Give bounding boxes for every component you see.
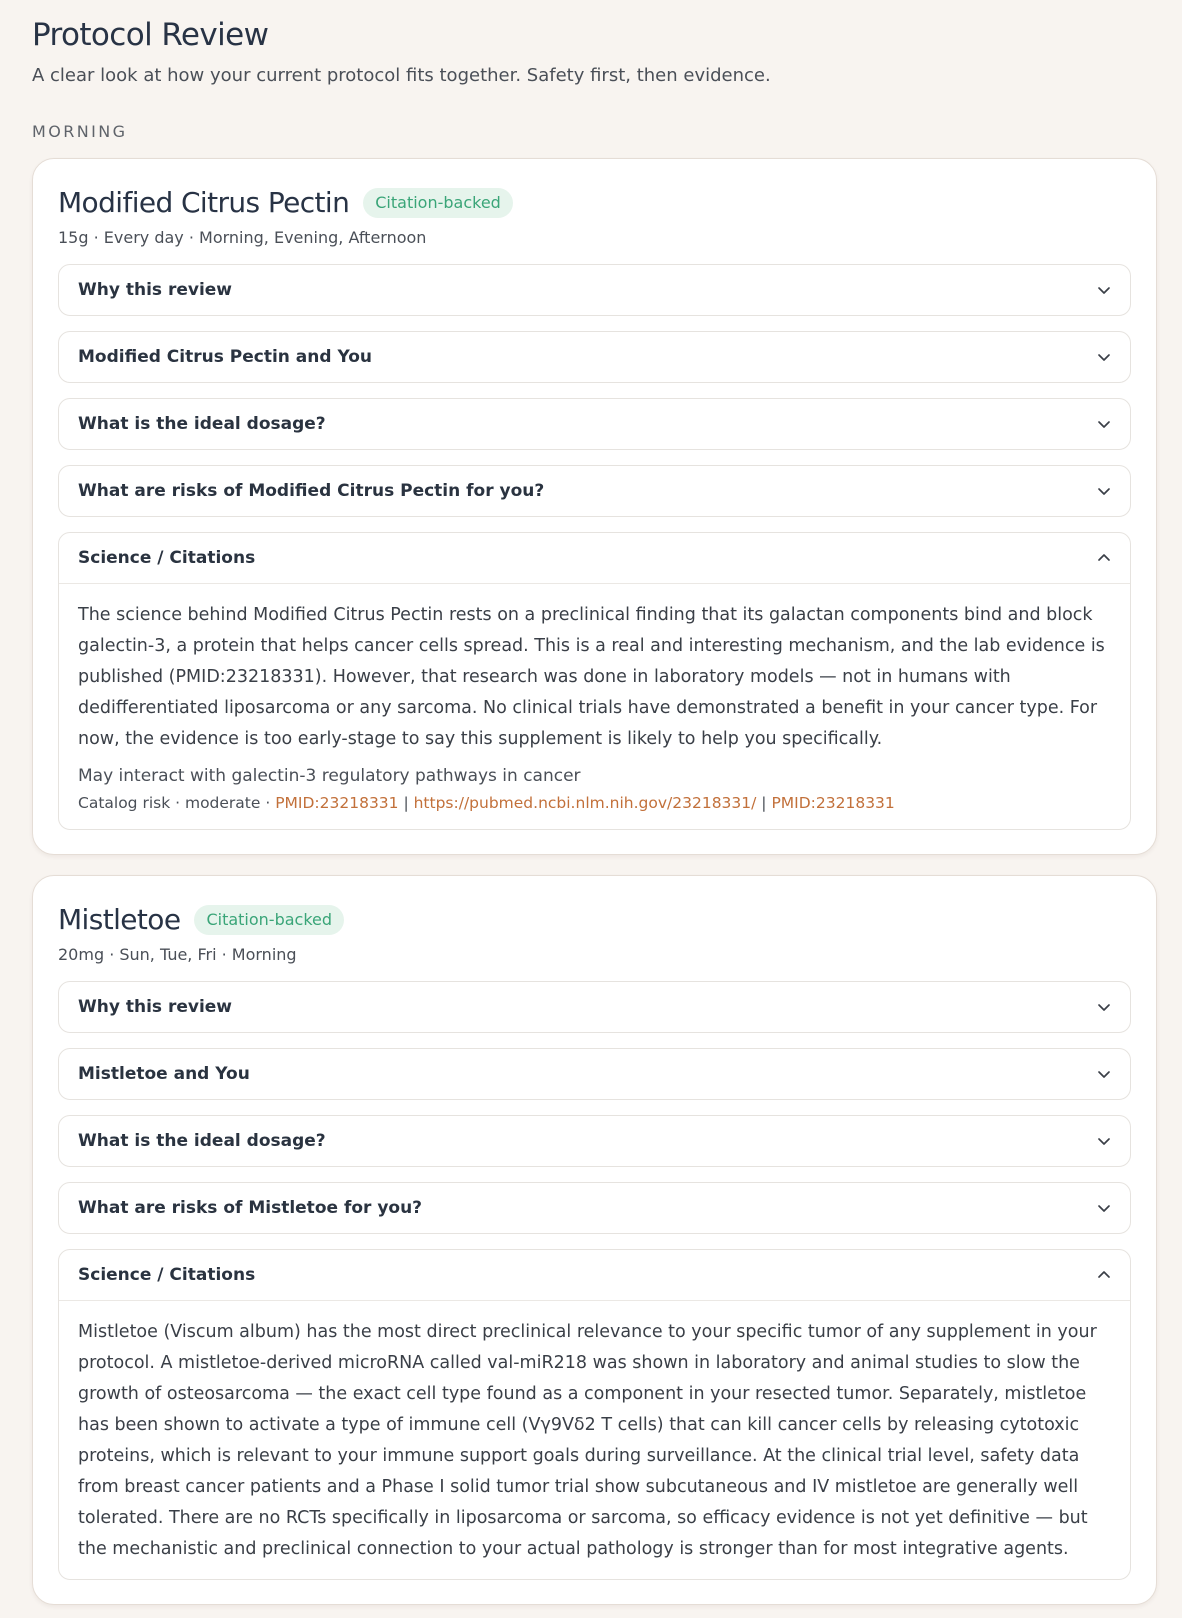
- chevron-down-icon: [1096, 1200, 1112, 1216]
- science-summary: Mistletoe (Viscum album) has the most direct preclinical relevance to your specific tumor of any supplement in your protocol. A mistletoe-derived microRNA called val-miR218 was shown in laboratory and animal studies to slow the growth of osteosarcoma — the exact cell type found as a component in your resected tumor. Separately, mistletoe has been shown to activate a type of immune cell (Vγ9Vδ2 T cells) that can kill cancer cells by releasing cytotoxic proteins, which is relevant to your immune support goals during surveillance. At the clinical trial level, safety data from breast cancer patients and a Phase I solid tumor trial show subcutaneous and IV mistletoe are generally well tolerated. There are no RCTs specifically in liposarcoma or sarcoma, so efficacy evidence is not yet definitive — but the mechanistic and preclinical connection to your actual pathology is stronger than for most integrative agents.: [78, 1322, 1097, 1559]
- citation-badge: Citation-backed: [363, 188, 513, 218]
- accordion-toggle[interactable]: [59, 1250, 1130, 1300]
- accordion-supplement-and-you: [58, 331, 1131, 383]
- accordion-label: Modified Citrus Pectin and You: [78, 347, 372, 367]
- supplement-name: Mistletoe: [58, 903, 181, 936]
- chevron-down-icon: [1096, 1133, 1112, 1149]
- accordion-toggle[interactable]: [59, 265, 1130, 315]
- accordion-toggle[interactable]: [59, 1116, 1130, 1166]
- interaction-note: May interact with galectin-3 regulatory pathways in cancer: [78, 766, 581, 786]
- accordion-label: What are risks of Modified Citrus Pectin for you?: [78, 481, 545, 501]
- card-header: [58, 185, 1131, 221]
- chevron-down-icon: [1096, 282, 1112, 298]
- chevron-up-icon: [1096, 550, 1112, 566]
- accordion-toggle[interactable]: [59, 982, 1130, 1032]
- page-subtitle: A clear look at how your current protocol fits together. Safety first, then evidence.: [32, 65, 771, 86]
- citation-link[interactable]: PMID:23218331: [275, 794, 399, 812]
- dosage-schedule: 15g · Every day · Morning, Evening, Afternoon: [58, 228, 427, 247]
- accordion-toggle[interactable]: [59, 1183, 1130, 1233]
- accordion-label: Mistletoe and You: [78, 1064, 250, 1084]
- chevron-down-icon: [1096, 999, 1112, 1015]
- accordion-why-this-review: [58, 981, 1131, 1033]
- accordion-label: Science / Citations: [78, 548, 256, 568]
- accordion-content: [59, 583, 1130, 829]
- accordion-ideal-dosage: [58, 398, 1131, 450]
- accordion-toggle[interactable]: [59, 533, 1130, 583]
- supplement-card-modified-citrus-pectin: [32, 158, 1157, 855]
- dosage-schedule: 20mg · Sun, Tue, Fri · Morning: [58, 945, 297, 964]
- separator: |: [398, 794, 414, 812]
- accordion-risks: [58, 465, 1131, 517]
- accordion-toggle[interactable]: [59, 399, 1130, 449]
- citation-link[interactable]: PMID:23218331: [771, 794, 895, 812]
- accordion-ideal-dosage: [58, 1115, 1131, 1167]
- citation-badge: Citation-backed: [194, 905, 344, 935]
- separator: |: [756, 794, 772, 812]
- accordion-label: What is the ideal dosage?: [78, 414, 326, 434]
- accordion-why-this-review: [58, 264, 1131, 316]
- accordion-risks: [58, 1182, 1131, 1234]
- chevron-down-icon: [1096, 1066, 1112, 1082]
- accordion-label: What is the ideal dosage?: [78, 1131, 326, 1151]
- accordion-label: Why this review: [78, 997, 233, 1017]
- supplement-name: Modified Citrus Pectin: [58, 186, 350, 219]
- section-label-morning: MORNING: [32, 122, 128, 141]
- citation-link[interactable]: https://pubmed.ncbi.nlm.nih.gov/23218331/: [413, 794, 757, 812]
- accordion-toggle[interactable]: [59, 332, 1130, 382]
- accordion-toggle[interactable]: [59, 466, 1130, 516]
- card-header: [58, 902, 1131, 938]
- catalog-risk: Catalog risk · moderate ·: [78, 794, 276, 812]
- chevron-down-icon: [1096, 416, 1112, 432]
- accordion-supplement-and-you: [58, 1048, 1131, 1100]
- accordion-label: What are risks of Mistletoe for you?: [78, 1198, 423, 1218]
- chevron-down-icon: [1096, 349, 1112, 365]
- accordion-toggle[interactable]: [59, 1049, 1130, 1099]
- accordion-label: Why this review: [78, 280, 233, 300]
- accordion-content: [59, 1300, 1130, 1579]
- accordion-science-citations: [58, 1249, 1131, 1580]
- page-title: Protocol Review: [32, 17, 269, 53]
- accordion-label: Science / Citations: [78, 1265, 256, 1285]
- accordion-science-citations: [58, 532, 1131, 830]
- supplement-card-mistletoe: [32, 875, 1157, 1605]
- citation-line: [78, 791, 1111, 815]
- chevron-up-icon: [1096, 1267, 1112, 1283]
- chevron-down-icon: [1096, 483, 1112, 499]
- science-summary: The science behind Modified Citrus Pectin rests on a preclinical finding that its galactan components bind and block galectin-3, a protein that helps cancer cells spread. This is a real and interesting mechanism, and the lab evidence is published (PMID:23218331). However, that research was done in laboratory models — not in humans with dedifferentiated liposarcoma or any sarcoma. No clinical trials have demonstrated a benefit in your cancer type. For now, the evidence is too early-stage to say this supplement is likely to help you specifically.: [78, 605, 1105, 749]
